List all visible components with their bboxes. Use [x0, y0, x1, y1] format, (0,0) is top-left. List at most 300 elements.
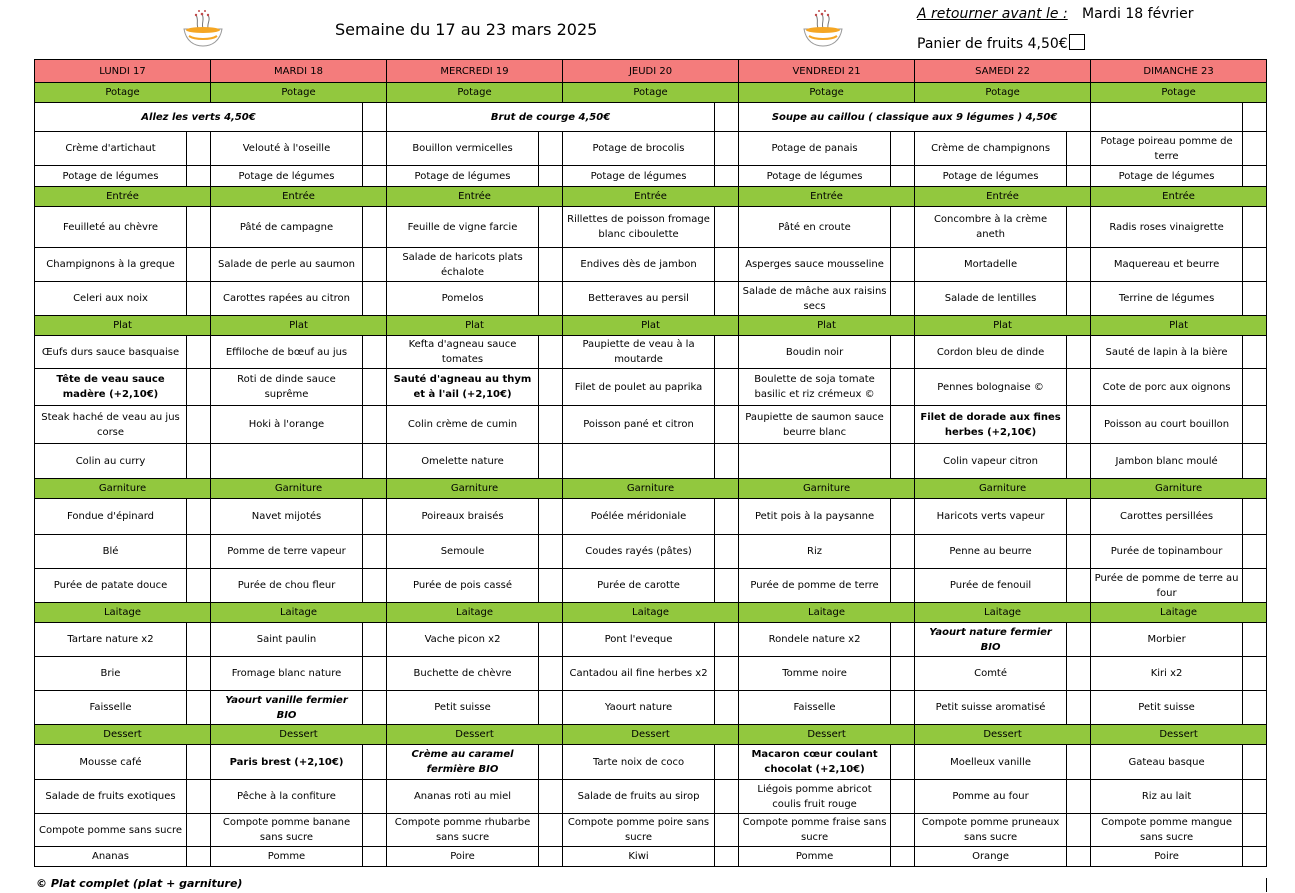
- quantity-box[interactable]: [891, 657, 915, 691]
- category-bar-garniture: [35, 479, 1267, 499]
- quantity-box[interactable]: [891, 336, 915, 369]
- quantity-box[interactable]: [1067, 657, 1091, 691]
- menu-row: [35, 369, 1267, 406]
- menu-item: Yaourt vanille fermier BIO: [211, 691, 363, 725]
- menu-item: Kefta d'agneau sauce tomates: [387, 336, 539, 369]
- category-bar-plat-cell: Plat: [387, 316, 563, 336]
- quantity-box[interactable]: [715, 207, 739, 248]
- quantity-box[interactable]: [539, 847, 563, 867]
- menu-item: Compote pomme fraise sans sucre: [739, 814, 891, 847]
- fruit-basket-option: [917, 34, 1085, 52]
- menu-item: Œufs durs sauce basquaise: [35, 336, 187, 369]
- category-bar-entree-cell: Entrée: [387, 187, 563, 207]
- quantity-box[interactable]: [187, 691, 211, 725]
- quantity-box[interactable]: [1243, 166, 1267, 187]
- quantity-box[interactable]: [1067, 745, 1091, 780]
- menu-item: Pomelos: [387, 282, 539, 316]
- menu-item: Betteraves au persil: [563, 282, 715, 316]
- menu-row: [35, 569, 1267, 603]
- quantity-box[interactable]: [363, 132, 387, 166]
- quantity-box[interactable]: [1243, 657, 1267, 691]
- category-bar-potage-cell: Potage: [915, 83, 1091, 103]
- menu-row: [35, 535, 1267, 569]
- quantity-box[interactable]: [363, 369, 387, 406]
- category-bar-garniture-cell: Garniture: [915, 479, 1091, 499]
- page-title: Semaine du 17 au 23 mars 2025: [335, 20, 598, 39]
- page-edge-mark: [1266, 878, 1267, 892]
- quantity-box[interactable]: [539, 535, 563, 569]
- quantity-box[interactable]: [891, 406, 915, 444]
- soup-bowl-icon: [801, 6, 845, 50]
- menu-item: Potage de légumes: [739, 166, 891, 187]
- quantity-box[interactable]: [891, 248, 915, 282]
- quantity-box[interactable]: [539, 282, 563, 316]
- quantity-box[interactable]: [539, 406, 563, 444]
- menu-item: Salade de mâche aux raisins secs: [739, 282, 891, 316]
- soup-bowl-icon: [181, 6, 225, 50]
- quantity-box[interactable]: [539, 132, 563, 166]
- category-bar-entree-cell: Entrée: [211, 187, 387, 207]
- quantity-box[interactable]: [1243, 814, 1267, 847]
- quantity-box[interactable]: [363, 623, 387, 657]
- quantity-box[interactable]: [187, 847, 211, 867]
- menu-item: Purée de topinambour: [1091, 535, 1243, 569]
- menu-item: Salade de fruits exotiques: [35, 780, 187, 814]
- category-bar-dessert: [35, 725, 1267, 745]
- quantity-box[interactable]: [539, 166, 563, 187]
- menu-row: [35, 814, 1267, 847]
- quantity-box[interactable]: [363, 499, 387, 535]
- menu-item: Poire: [1091, 847, 1243, 867]
- quantity-box[interactable]: [1243, 132, 1267, 166]
- menu-item: Salade de fruits au sirop: [563, 780, 715, 814]
- menu-item: Concombre à la crème aneth: [915, 207, 1067, 248]
- menu-item: Potage de légumes: [563, 166, 715, 187]
- menu-item: Coudes rayés (pâtes): [563, 535, 715, 569]
- menu-item: Paris brest (+2,10€): [211, 745, 363, 780]
- category-bar-laitage-cell: Laitage: [915, 603, 1091, 623]
- menu-item: Vache picon x2: [387, 623, 539, 657]
- quantity-box[interactable]: [715, 569, 739, 603]
- menu-item: Riz: [739, 535, 891, 569]
- menu-item: Ananas: [35, 847, 187, 867]
- quantity-box[interactable]: [1243, 499, 1267, 535]
- quantity-box[interactable]: [187, 814, 211, 847]
- category-bar-plat-cell: Plat: [35, 316, 211, 336]
- quantity-box[interactable]: [187, 282, 211, 316]
- menu-row: [35, 132, 1267, 166]
- quantity-box[interactable]: [1067, 444, 1091, 479]
- menu-item: Fondue d'épinard: [35, 499, 187, 535]
- quantity-box[interactable]: [363, 780, 387, 814]
- quantity-box[interactable]: [187, 336, 211, 369]
- quantity-box[interactable]: [539, 780, 563, 814]
- quantity-box[interactable]: [187, 657, 211, 691]
- category-bar-entree-cell: Entrée: [563, 187, 739, 207]
- menu-item: Potage poireau pomme de terre: [1091, 132, 1243, 166]
- quantity-box[interactable]: [363, 207, 387, 248]
- quantity-box[interactable]: [539, 657, 563, 691]
- quantity-box[interactable]: [715, 406, 739, 444]
- quantity-box[interactable]: [715, 780, 739, 814]
- quantity-box[interactable]: [715, 814, 739, 847]
- quantity-box[interactable]: [1067, 623, 1091, 657]
- menu-item: Tomme noire: [739, 657, 891, 691]
- menu-item: Penne au beurre: [915, 535, 1067, 569]
- menu-item: Morbier: [1091, 623, 1243, 657]
- quantity-box[interactable]: [715, 248, 739, 282]
- quantity-box[interactable]: [715, 103, 739, 132]
- quantity-box[interactable]: [1243, 691, 1267, 725]
- menu-item: Poisson au court bouillon: [1091, 406, 1243, 444]
- quantity-box[interactable]: [363, 444, 387, 479]
- menu-item: Kiwi: [563, 847, 715, 867]
- menu-item: Purée de pomme de terre: [739, 569, 891, 603]
- menu-item: Crème d'artichaut: [35, 132, 187, 166]
- quantity-box[interactable]: [363, 657, 387, 691]
- category-bar-dessert-cell: Dessert: [35, 725, 211, 745]
- special-soup: Soupe au caillou ( classique aux 9 légumes ) 4,50€: [739, 103, 1091, 132]
- quantity-box[interactable]: [1091, 103, 1243, 132]
- quantity-box[interactable]: [1067, 248, 1091, 282]
- menu-item: Compote pomme mangue sans sucre: [1091, 814, 1243, 847]
- menu-item: [563, 444, 715, 479]
- category-bar-laitage-cell: Laitage: [35, 603, 211, 623]
- menu-item: Ananas roti au miel: [387, 780, 539, 814]
- menu-item: Pâté de campagne: [211, 207, 363, 248]
- quantity-box[interactable]: [1067, 535, 1091, 569]
- quantity-box[interactable]: [539, 369, 563, 406]
- quantity-box[interactable]: [715, 132, 739, 166]
- quantity-box[interactable]: [363, 745, 387, 780]
- quantity-box[interactable]: [187, 569, 211, 603]
- quantity-box[interactable]: [363, 336, 387, 369]
- menu-item: Poire: [387, 847, 539, 867]
- menu-item: Champignons à la greque: [35, 248, 187, 282]
- category-bar-entree: [35, 187, 1267, 207]
- quantity-box[interactable]: [1243, 847, 1267, 867]
- quantity-box[interactable]: [891, 166, 915, 187]
- quantity-box[interactable]: [891, 814, 915, 847]
- menu-item: Petit suisse: [1091, 691, 1243, 725]
- quantity-box[interactable]: [1243, 569, 1267, 603]
- menu-row: [35, 847, 1267, 867]
- day-header-cell: DIMANCHE 23: [1091, 60, 1267, 83]
- special-soup: Allez les verts 4,50€: [35, 103, 363, 132]
- menu-item: Poireaux braisés: [387, 499, 539, 535]
- quantity-box[interactable]: [1243, 623, 1267, 657]
- quantity-box[interactable]: [187, 535, 211, 569]
- quantity-box[interactable]: [891, 444, 915, 479]
- quantity-box[interactable]: [715, 336, 739, 369]
- category-bar-entree-cell: Entrée: [915, 187, 1091, 207]
- menu-item: Potage de légumes: [211, 166, 363, 187]
- quantity-box[interactable]: [1243, 745, 1267, 780]
- category-bar-laitage: [35, 603, 1267, 623]
- quantity-box[interactable]: [539, 814, 563, 847]
- menu-item: Asperges sauce mousseline: [739, 248, 891, 282]
- menu-item: Cantadou ail fine herbes x2: [563, 657, 715, 691]
- quantity-box[interactable]: [363, 282, 387, 316]
- quantity-box[interactable]: [1067, 569, 1091, 603]
- menu-row: [35, 657, 1267, 691]
- menu-row: [35, 691, 1267, 725]
- menu-item: Purée de pois cassé: [387, 569, 539, 603]
- menu-item: Compote pomme poire sans sucre: [563, 814, 715, 847]
- fruit-basket-label: Panier de fruits 4,50€: [917, 36, 1068, 52]
- quantity-box[interactable]: [363, 847, 387, 867]
- quantity-box[interactable]: [363, 248, 387, 282]
- menu-item: Poélée méridoniale: [563, 499, 715, 535]
- menu-item: Semoule: [387, 535, 539, 569]
- menu-item: Boudin noir: [739, 336, 891, 369]
- menu-item: Colin vapeur citron: [915, 444, 1067, 479]
- menu-row: [35, 248, 1267, 282]
- menu-row: [35, 623, 1267, 657]
- quantity-box[interactable]: [891, 847, 915, 867]
- quantity-box[interactable]: [715, 499, 739, 535]
- menu-item: Pomme: [211, 847, 363, 867]
- menu-item: Pont l'eveque: [563, 623, 715, 657]
- quantity-box[interactable]: [891, 369, 915, 406]
- quantity-box[interactable]: [187, 207, 211, 248]
- quantity-box[interactable]: [187, 444, 211, 479]
- menu-item: [739, 444, 891, 479]
- quantity-box[interactable]: [1243, 535, 1267, 569]
- day-header-cell: VENDREDI 21: [739, 60, 915, 83]
- quantity-box[interactable]: [1243, 207, 1267, 248]
- quantity-box[interactable]: [1067, 814, 1091, 847]
- quantity-box[interactable]: [187, 623, 211, 657]
- menu-item: Riz au lait: [1091, 780, 1243, 814]
- category-bar-garniture-cell: Garniture: [739, 479, 915, 499]
- quantity-box[interactable]: [1067, 336, 1091, 369]
- quantity-box[interactable]: [363, 166, 387, 187]
- menu-item: Hoki à l'orange: [211, 406, 363, 444]
- quantity-box[interactable]: [891, 623, 915, 657]
- category-bar-laitage-cell: Laitage: [563, 603, 739, 623]
- menu-item: Feuille de vigne farcie: [387, 207, 539, 248]
- special-soup: Brut de courge 4,50€: [387, 103, 715, 132]
- category-bar-dessert-cell: Dessert: [211, 725, 387, 745]
- quantity-box[interactable]: [891, 535, 915, 569]
- menu-item: Compote pomme pruneaux sans sucre: [915, 814, 1067, 847]
- category-bar-entree-cell: Entrée: [35, 187, 211, 207]
- quantity-box[interactable]: [1243, 282, 1267, 316]
- menu-row: [35, 207, 1267, 248]
- menu-item: Buchette de chèvre: [387, 657, 539, 691]
- menu-item: Tartare nature x2: [35, 623, 187, 657]
- category-bar-garniture-cell: Garniture: [211, 479, 387, 499]
- quantity-box[interactable]: [891, 780, 915, 814]
- menu-item: Orange: [915, 847, 1067, 867]
- menu-item: Pâté en croute: [739, 207, 891, 248]
- quantity-box[interactable]: [1067, 780, 1091, 814]
- menu-item: Terrine de légumes: [1091, 282, 1243, 316]
- category-bar-plat-cell: Plat: [739, 316, 915, 336]
- quantity-box[interactable]: [1067, 207, 1091, 248]
- quantity-box[interactable]: [1243, 406, 1267, 444]
- quantity-box[interactable]: [1243, 444, 1267, 479]
- quantity-box[interactable]: [187, 132, 211, 166]
- menu-item: Potage de légumes: [35, 166, 187, 187]
- quantity-box[interactable]: [1067, 282, 1091, 316]
- menu-item: Boulette de soja tomate basilic et riz crémeux ©: [739, 369, 891, 406]
- quantity-box[interactable]: [1067, 691, 1091, 725]
- day-header-cell: SAMEDI 22: [915, 60, 1091, 83]
- menu-row: [35, 282, 1267, 316]
- menu-item: Steak haché de veau au jus corse: [35, 406, 187, 444]
- quantity-box[interactable]: [715, 369, 739, 406]
- quantity-box[interactable]: [891, 282, 915, 316]
- category-bar-garniture-cell: Garniture: [1091, 479, 1267, 499]
- quantity-box[interactable]: [539, 691, 563, 725]
- menu-item: Pomme: [739, 847, 891, 867]
- menu-item: Rillettes de poisson fromage blanc ciboulette: [563, 207, 715, 248]
- category-bar-potage-cell: Potage: [211, 83, 387, 103]
- return-deadline-date: Mardi 18 février: [1082, 6, 1194, 22]
- category-bar-plat-cell: Plat: [211, 316, 387, 336]
- menu-item: Cordon bleu de dinde: [915, 336, 1067, 369]
- quantity-box[interactable]: [1243, 248, 1267, 282]
- menu-item: Petit suisse: [387, 691, 539, 725]
- menu-item: Bouillon vermicelles: [387, 132, 539, 166]
- menu-item: Kiri x2: [1091, 657, 1243, 691]
- quantity-box[interactable]: [539, 569, 563, 603]
- quantity-box[interactable]: [715, 847, 739, 867]
- quantity-box[interactable]: [187, 369, 211, 406]
- category-bar-potage: [35, 83, 1267, 103]
- quantity-box[interactable]: [187, 248, 211, 282]
- menu-item: Paupiette de saumon sauce beurre blanc: [739, 406, 891, 444]
- quantity-box[interactable]: [715, 691, 739, 725]
- quantity-box[interactable]: [715, 745, 739, 780]
- quantity-box[interactable]: [891, 745, 915, 780]
- quantity-box[interactable]: [187, 166, 211, 187]
- quantity-box[interactable]: [1067, 132, 1091, 166]
- quantity-box[interactable]: [539, 444, 563, 479]
- menu-item: Compote pomme banane sans sucre: [211, 814, 363, 847]
- quantity-box[interactable]: [539, 248, 563, 282]
- quantity-box[interactable]: [1243, 780, 1267, 814]
- menu-item: Faisselle: [739, 691, 891, 725]
- menu-item: Crème au caramel fermière BIO: [387, 745, 539, 780]
- quantity-box[interactable]: [363, 814, 387, 847]
- quantity-box[interactable]: [539, 207, 563, 248]
- menu-item: Salade de perle au saumon: [211, 248, 363, 282]
- quantity-box[interactable]: [1243, 369, 1267, 406]
- quantity-box[interactable]: [715, 282, 739, 316]
- menu-row: [35, 444, 1267, 479]
- category-bar-dessert-cell: Dessert: [563, 725, 739, 745]
- category-bar-dessert-cell: Dessert: [915, 725, 1091, 745]
- quantity-box[interactable]: [891, 207, 915, 248]
- menu-item: Potage de panais: [739, 132, 891, 166]
- menu-item: Potage de brocolis: [563, 132, 715, 166]
- menu-item: Navet mijotés: [211, 499, 363, 535]
- menu-item: Liégois pomme abricot coulis fruit rouge: [739, 780, 891, 814]
- menu-item: Potage de légumes: [915, 166, 1067, 187]
- quantity-box[interactable]: [187, 406, 211, 444]
- menu-item: [1243, 103, 1267, 132]
- quantity-box[interactable]: [891, 132, 915, 166]
- menu-item: Pennes bolognaise ©: [915, 369, 1067, 406]
- menu-item: Crème de champignons: [915, 132, 1067, 166]
- category-bar-garniture-cell: Garniture: [387, 479, 563, 499]
- menu-item: Brie: [35, 657, 187, 691]
- category-bar-potage-cell: Potage: [387, 83, 563, 103]
- menu-item: Potage de légumes: [387, 166, 539, 187]
- menu-item: Blé: [35, 535, 187, 569]
- menu-item: Purée de fenouil: [915, 569, 1067, 603]
- menu-item: Maquereau et beurre: [1091, 248, 1243, 282]
- quantity-box[interactable]: [1067, 369, 1091, 406]
- menu-item: Moelleux vanille: [915, 745, 1067, 780]
- menu-item: Comté: [915, 657, 1067, 691]
- quantity-box[interactable]: [715, 444, 739, 479]
- menu-item: Celeri aux noix: [35, 282, 187, 316]
- quantity-box[interactable]: [715, 166, 739, 187]
- quantity-box[interactable]: [187, 499, 211, 535]
- quantity-box[interactable]: [891, 569, 915, 603]
- quantity-box[interactable]: [363, 569, 387, 603]
- quantity-box[interactable]: [715, 657, 739, 691]
- menu-row: [35, 166, 1267, 187]
- menu-item: Rondele nature x2: [739, 623, 891, 657]
- menu-row: [35, 499, 1267, 535]
- day-header: [35, 60, 1267, 83]
- quantity-box[interactable]: [539, 336, 563, 369]
- quantity-box[interactable]: [1067, 847, 1091, 867]
- menu-item: Filet de poulet au paprika: [563, 369, 715, 406]
- menu-item: Jambon blanc moulé: [1091, 444, 1243, 479]
- quantity-box[interactable]: [539, 499, 563, 535]
- menu-item: Petit pois à la paysanne: [739, 499, 891, 535]
- quantity-box[interactable]: [1067, 166, 1091, 187]
- quantity-box[interactable]: [363, 691, 387, 725]
- menu-item: Mortadelle: [915, 248, 1067, 282]
- category-bar-dessert-cell: Dessert: [739, 725, 915, 745]
- quantity-box[interactable]: [715, 535, 739, 569]
- menu-item: Colin au curry: [35, 444, 187, 479]
- quantity-box[interactable]: [539, 745, 563, 780]
- quantity-box[interactable]: [715, 623, 739, 657]
- menu-item: Roti de dinde sauce suprême: [211, 369, 363, 406]
- quantity-box[interactable]: [187, 745, 211, 780]
- quantity-box[interactable]: [891, 691, 915, 725]
- quantity-box[interactable]: [1243, 336, 1267, 369]
- menu-item: Sauté de lapin à la bière: [1091, 336, 1243, 369]
- quantity-box[interactable]: [891, 499, 915, 535]
- fruit-basket-checkbox[interactable]: [1069, 34, 1085, 50]
- menu-item: Purée de carotte: [563, 569, 715, 603]
- quantity-box[interactable]: [1067, 406, 1091, 444]
- menu-item: Gateau basque: [1091, 745, 1243, 780]
- quantity-box[interactable]: [363, 406, 387, 444]
- menu-item: Pêche à la confiture: [211, 780, 363, 814]
- quantity-box[interactable]: [187, 780, 211, 814]
- quantity-box[interactable]: [363, 103, 387, 132]
- menu-item: Mousse café: [35, 745, 187, 780]
- category-bar-garniture-cell: Garniture: [35, 479, 211, 499]
- menu-item: Purée de pomme de terre au four: [1091, 569, 1243, 603]
- quantity-box[interactable]: [363, 535, 387, 569]
- menu-item: Tarte noix de coco: [563, 745, 715, 780]
- category-bar-laitage-cell: Laitage: [387, 603, 563, 623]
- quantity-box[interactable]: [539, 623, 563, 657]
- menu-item: Feuilleté au chèvre: [35, 207, 187, 248]
- quantity-box[interactable]: [1067, 499, 1091, 535]
